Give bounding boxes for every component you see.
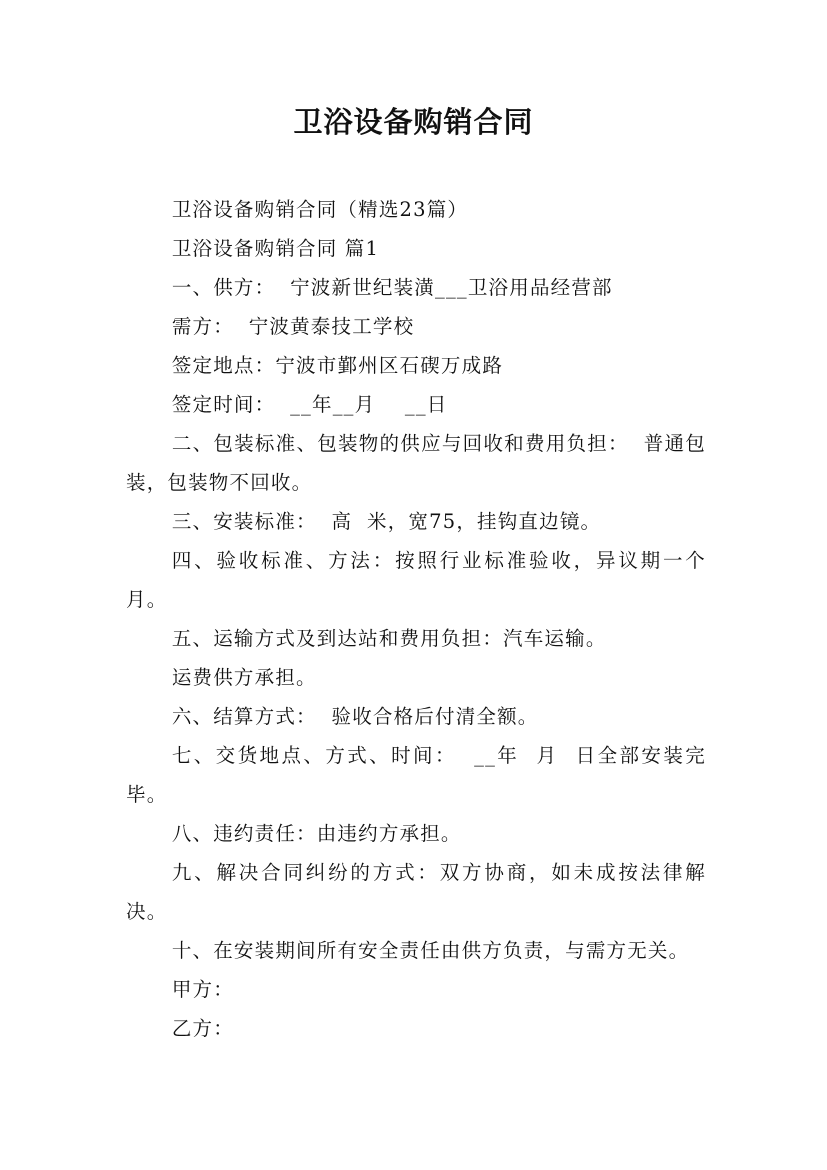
paragraph: 签定地点：宁波市鄞州区石碶万成路	[171, 354, 504, 377]
paragraph: 十、在安装期间所有安全责任由供方负责，与需方无关。	[171, 939, 690, 962]
paragraph: 七、交货地点、方式、时间： __年 月 日全部安装完毕。	[126, 744, 706, 806]
paragraph: 九、解决合同纠纷的方式：双方协商，如未成按法律解决。	[126, 861, 706, 923]
paragraph: 需方： 宁波黄泰技工学校	[171, 315, 415, 338]
paragraph: 三、安装标准： 高 米，宽75，挂钩直边镜。	[171, 510, 602, 533]
paragraph: 卫浴设备购销合同 篇1	[171, 237, 380, 260]
paragraph: 六、结算方式： 验收合格后付清全额。	[171, 705, 539, 728]
paragraph: 卫浴设备购销合同（精选23篇）	[171, 198, 469, 221]
paragraph: 签定时间： __年__月 __日	[171, 393, 448, 416]
paragraph: 五、运输方式及到达站和费用负担：汽车运输。	[171, 627, 607, 650]
document-body	[126, 190, 706, 1048]
paragraph: 一、供方： 宁波新世纪装潢___卫浴用品经营部	[171, 276, 613, 299]
paragraph: 甲方：	[171, 978, 234, 1001]
paragraph: 四、验收标准、方法：按照行业标准验收，异议期一个月。	[126, 549, 706, 611]
document-title: 卫浴设备购销合同	[293, 105, 534, 139]
paragraph: 运费供方承担。	[171, 666, 317, 689]
paragraph: 八、违约责任：由违约方承担。	[171, 822, 462, 845]
paragraph: 二、包装标准、包装物的供应与回收和费用负担： 普通包装，包装物不回收。	[126, 432, 706, 494]
paragraph: 乙方：	[171, 1017, 234, 1040]
